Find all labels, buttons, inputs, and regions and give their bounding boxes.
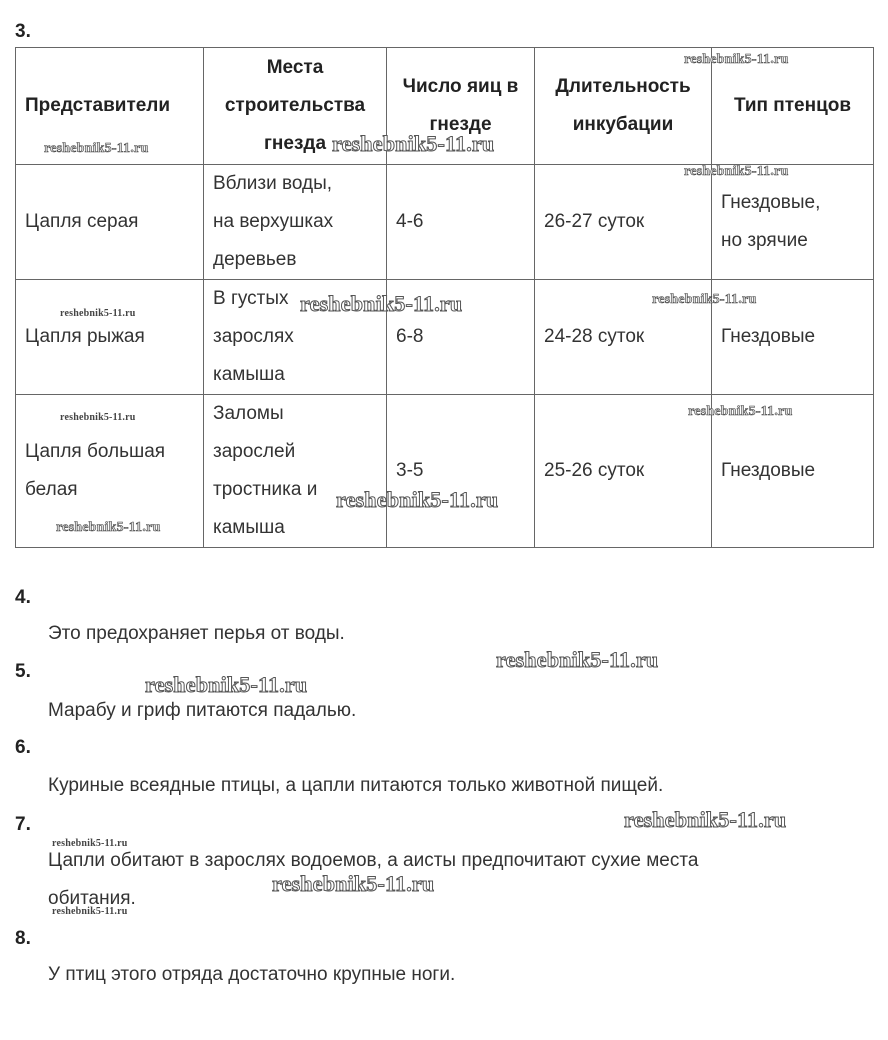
watermark: reshebnik5-11.ru bbox=[60, 412, 136, 423]
header-egg-count: Число яиц в гнезде bbox=[387, 48, 535, 165]
watermark: reshebnik5-11.ru bbox=[652, 292, 757, 307]
watermark: reshebnik5-11.ru bbox=[496, 647, 659, 672]
cell-chick-type: Гнездовые bbox=[712, 280, 874, 395]
watermark: reshebnik5-11.ru bbox=[624, 807, 787, 832]
answer-5: Марабу и гриф питаются падалью. bbox=[48, 700, 357, 721]
watermark: reshebnik5-11.ru bbox=[684, 164, 789, 179]
watermark: reshebnik5-11.ru bbox=[332, 131, 495, 156]
section-number-8: 8. bbox=[15, 928, 31, 949]
answer-7-line-2: обитания. bbox=[48, 888, 136, 909]
answer-7-line-1: Цапли обитают в зарослях водоемов, а аисты предпочитают сухие места bbox=[48, 850, 699, 871]
cell-place: В густых зарослях камыша bbox=[204, 280, 387, 395]
watermark: reshebnik5-11.ru bbox=[52, 906, 128, 917]
watermark: reshebnik5-11.ru bbox=[336, 487, 499, 512]
header-nest-place: Места строительства гнезда bbox=[204, 48, 387, 165]
watermark: reshebnik5-11.ru bbox=[145, 672, 308, 697]
watermark: reshebnik5-11.ru bbox=[52, 838, 128, 849]
cell-chick-type: Гнездовые, но зрячие bbox=[712, 165, 874, 280]
cell-eggs: 6-8 bbox=[387, 280, 535, 395]
answer-6: Куриные всеядные птицы, а цапли питаются только животной пищей. bbox=[48, 775, 664, 796]
section-number-4: 4. bbox=[15, 587, 31, 608]
cell-incubation: 26-27 суток bbox=[535, 165, 712, 280]
cell-representative: Цапля серая bbox=[16, 165, 204, 280]
section-number-3: 3. bbox=[15, 21, 31, 42]
answer-7 bbox=[48, 842, 838, 918]
cell-representative: Цапля рыжая bbox=[16, 280, 204, 395]
watermark: reshebnik5-11.ru bbox=[300, 291, 463, 316]
watermark: reshebnik5-11.ru bbox=[44, 141, 149, 156]
table-row bbox=[16, 165, 874, 280]
answer-8: У птиц этого отряда достаточно крупные ноги. bbox=[48, 964, 456, 985]
watermark: reshebnik5-11.ru bbox=[56, 520, 161, 535]
watermark: reshebnik5-11.ru bbox=[272, 871, 435, 896]
cell-eggs: 3-5 bbox=[387, 395, 535, 548]
cell-place: Заломы зарослей тростника и камыша bbox=[204, 395, 387, 548]
answer-4: Это предохраняет перья от воды. bbox=[48, 623, 345, 644]
cell-eggs: 4-6 bbox=[387, 165, 535, 280]
header-representatives: Представители bbox=[16, 48, 204, 165]
cell-incubation: 25-26 суток bbox=[535, 395, 712, 548]
watermark: reshebnik5-11.ru bbox=[688, 404, 793, 419]
watermark: reshebnik5-11.ru bbox=[60, 308, 136, 319]
section-number-7: 7. bbox=[15, 814, 31, 835]
cell-incubation: 24-28 суток bbox=[535, 280, 712, 395]
section-number-6: 6. bbox=[15, 737, 31, 758]
cell-place: Вблизи воды, на верхушках деревьев bbox=[204, 165, 387, 280]
cell-chick-type: Гнездовые bbox=[712, 395, 874, 548]
header-incubation: Длительность инкубации bbox=[535, 48, 712, 165]
header-chick-type: Тип птенцов bbox=[712, 48, 874, 165]
cell-representative: Цапля большая белая bbox=[16, 395, 204, 548]
watermark: reshebnik5-11.ru bbox=[684, 52, 789, 67]
section-number-5: 5. bbox=[15, 661, 31, 682]
